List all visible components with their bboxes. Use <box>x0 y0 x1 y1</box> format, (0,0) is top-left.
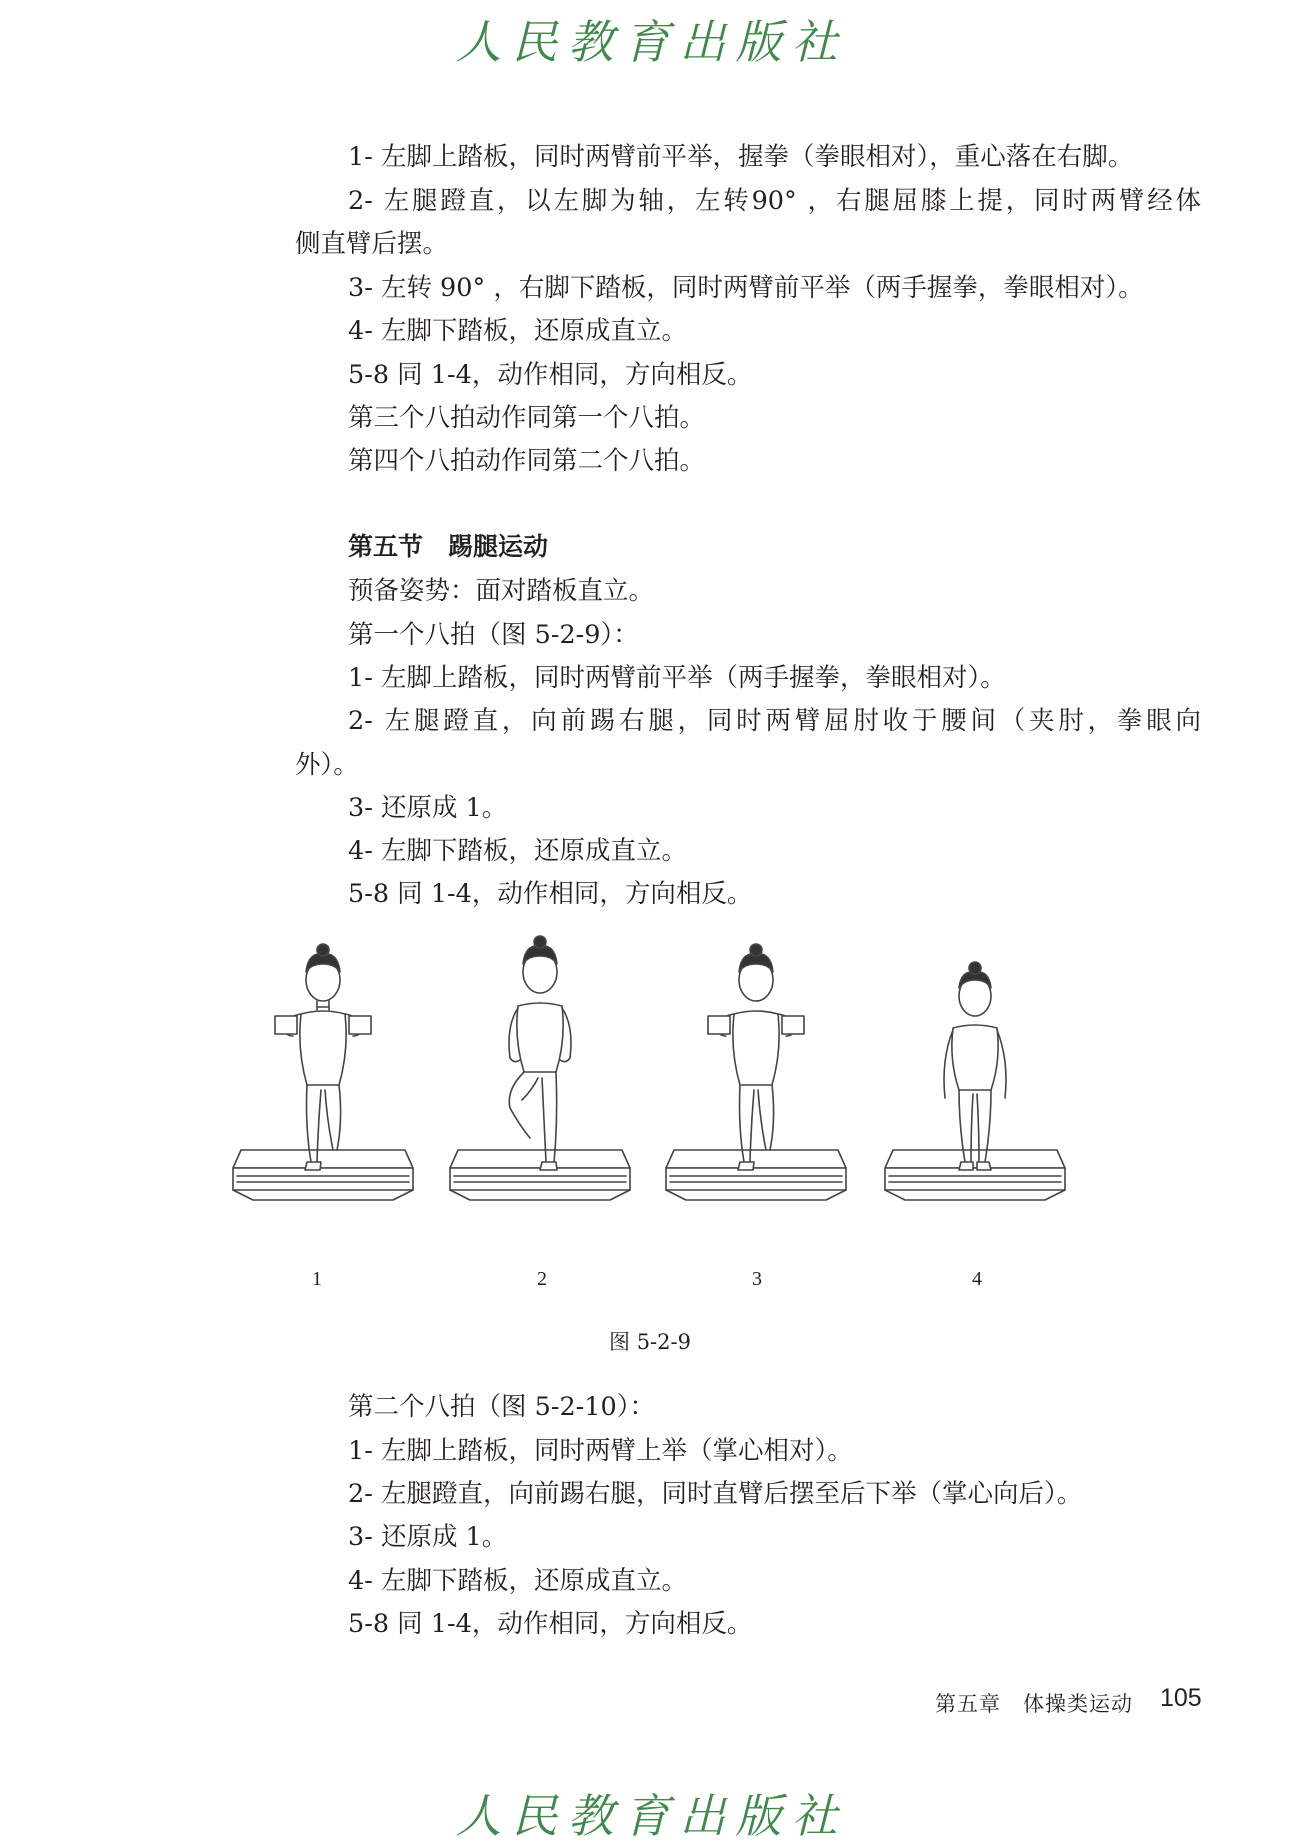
figure-label-2: 2 <box>537 1268 547 1290</box>
section-title: 第五节 踢腿运动 <box>348 532 549 561</box>
page-number: 105 <box>1160 1684 1202 1712</box>
text-line: 2- 左腿蹬直，以左脚为轴，左转90° ，右腿屈膝上提，同时两臂经体 <box>348 186 1201 216</box>
text-line: 外）。 <box>295 750 359 780</box>
text-line: 3- 还原成 1。 <box>348 1522 508 1552</box>
text-line: 2- 左腿蹬直，向前踢右腿，同时两臂屈肘收于腰间（夹肘，拳眼向 <box>348 706 1201 736</box>
figure-1-illustration <box>233 944 413 1200</box>
figure-2-illustration <box>450 936 630 1200</box>
figure-caption: 图 5-2-9 <box>609 1330 691 1354</box>
text-line: 1- 左脚上踏板，同时两臂前平举，握拳（拳眼相对），重心落在右脚。 <box>348 142 1134 172</box>
text-line: 5-8 同 1-4，动作相同，方向相反。 <box>348 879 753 909</box>
text-line: 3- 还原成 1。 <box>348 793 508 823</box>
text-line: 4- 左脚下踏板，还原成直立。 <box>348 316 687 346</box>
figure-3-illustration <box>666 944 846 1200</box>
chapter-label: 第五章 体操类运动 <box>935 1692 1133 1716</box>
text-line: 预备姿势：面对踏板直立。 <box>348 576 655 606</box>
text-line: 侧直臂后摆。 <box>295 229 449 259</box>
exercise-illustration <box>0 930 1303 1300</box>
text-line: 1- 左脚上踏板，同时两臂上举（掌心相对）。 <box>348 1436 853 1466</box>
figure-label-4: 4 <box>972 1268 982 1290</box>
publisher-watermark-bottom: 人民教育出版社 <box>455 1789 848 1843</box>
text-line: 第四个八拍动作同第二个八拍。 <box>348 446 706 476</box>
text-line: 5-8 同 1-4，动作相同，方向相反。 <box>348 1609 753 1639</box>
text-line: 1- 左脚上踏板，同时两臂前平举（两手握拳，拳眼相对）。 <box>348 663 1006 693</box>
publisher-watermark-top: 人民教育出版社 <box>455 15 848 69</box>
text-line: 第二个八拍（图 5-2-10）： <box>348 1392 655 1422</box>
text-line: 3- 左转 90° ，右脚下踏板，同时两臂前平举（两手握拳，拳眼相对）。 <box>348 273 1144 303</box>
text-line: 4- 左脚下踏板，还原成直立。 <box>348 836 687 866</box>
figure-label-3: 3 <box>752 1268 762 1290</box>
figure-label-1: 1 <box>312 1268 322 1290</box>
text-line: 第三个八拍动作同第一个八拍。 <box>348 403 706 433</box>
figure-4-illustration <box>885 962 1065 1200</box>
text-line: 5-8 同 1-4，动作相同，方向相反。 <box>348 360 753 390</box>
text-line: 4- 左脚下踏板，还原成直立。 <box>348 1566 687 1596</box>
text-line: 2- 左腿蹬直，向前踢右腿，同时直臂后摆至后下举（掌心向后）。 <box>348 1479 1083 1509</box>
text-line: 第一个八拍（图 5-2-9）： <box>348 620 639 650</box>
